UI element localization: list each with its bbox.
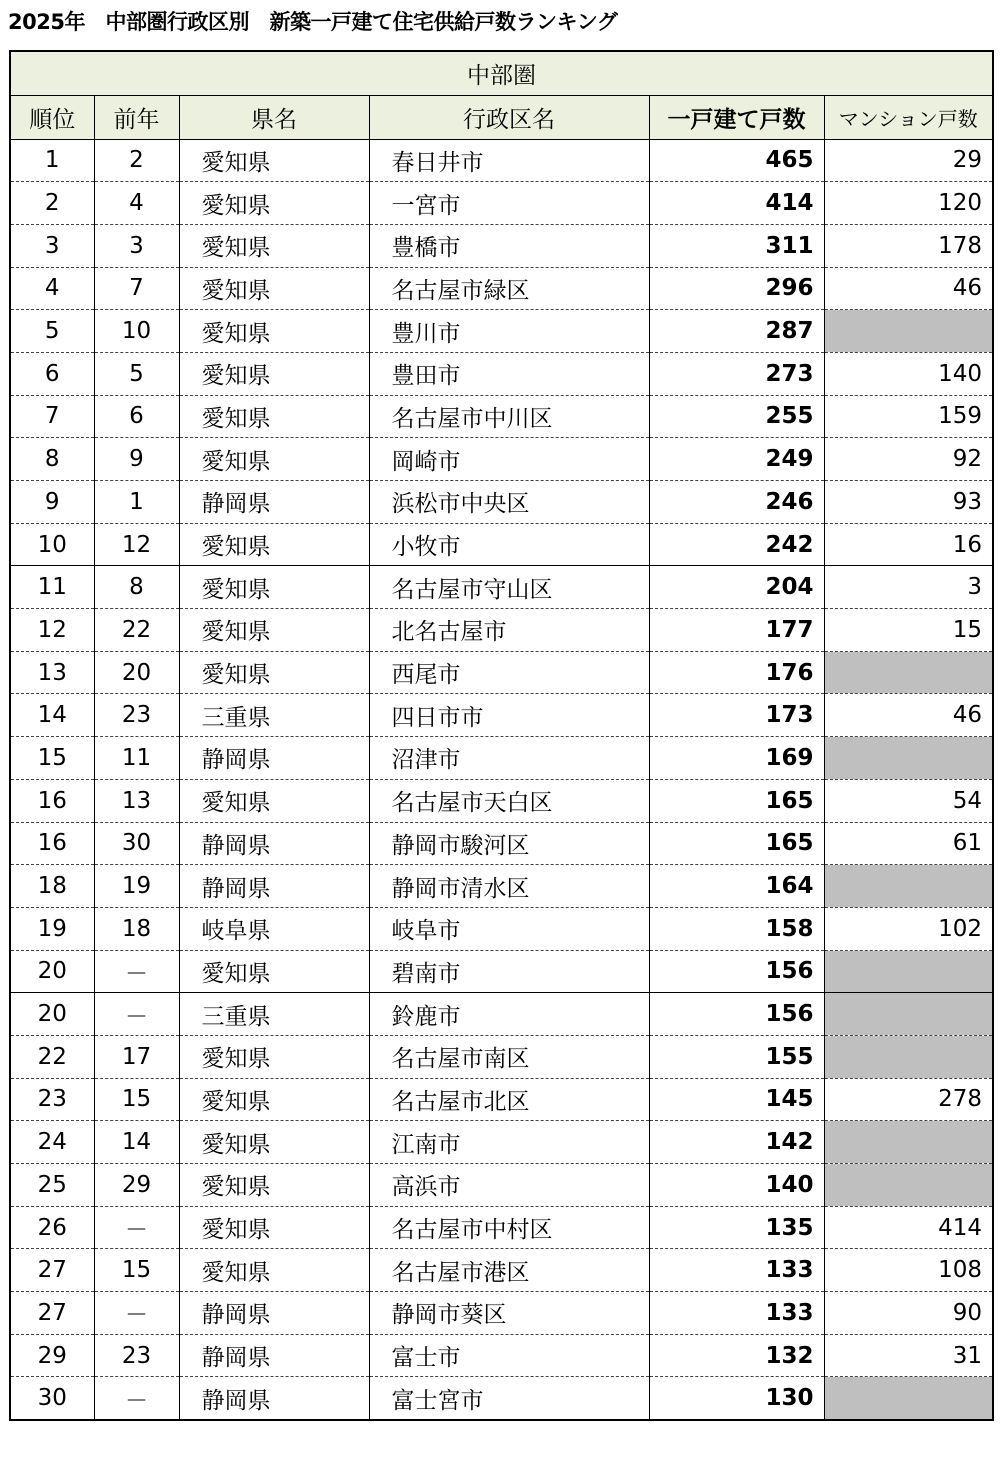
detached-count-cell: 156 <box>649 993 824 1036</box>
district-cell: 豊田市 <box>369 352 649 395</box>
district-cell: 名古屋市中村区 <box>369 1206 649 1249</box>
table-row <box>10 993 993 1036</box>
table-row <box>10 310 993 353</box>
prefecture-cell: 愛知県 <box>179 352 369 395</box>
prefecture-cell: 静岡県 <box>179 481 369 524</box>
prefecture-cell: 静岡県 <box>179 1377 369 1420</box>
prev-year-cell: 14 <box>94 1121 179 1164</box>
rank-cell: 25 <box>10 1164 94 1207</box>
district-cell: 名古屋市守山区 <box>369 566 649 609</box>
prefecture-cell: 愛知県 <box>179 1164 369 1207</box>
detached-count-cell: 204 <box>649 566 824 609</box>
condo-count-cell <box>824 993 993 1036</box>
table-row <box>10 224 993 267</box>
prefecture-cell: 愛知県 <box>179 1206 369 1249</box>
rank-cell: 12 <box>10 609 94 652</box>
table-row <box>10 395 993 438</box>
condo-count-cell <box>824 1377 993 1420</box>
rank-cell: 3 <box>10 224 94 267</box>
detached-count-cell: 255 <box>649 395 824 438</box>
district-cell: 浜松市中央区 <box>369 481 649 524</box>
rank-cell: 4 <box>10 267 94 310</box>
page-title: 2025年 中部圏行政区別 新築一戸建て住宅供給戸数ランキング <box>8 10 618 34</box>
prefecture-cell: 愛知県 <box>179 609 369 652</box>
detached-count-cell: 311 <box>649 224 824 267</box>
rank-cell: 27 <box>10 1249 94 1292</box>
rank-cell: 16 <box>10 822 94 865</box>
district-cell: 名古屋市天白区 <box>369 779 649 822</box>
detached-count-cell: 296 <box>649 267 824 310</box>
condo-count-cell: 278 <box>824 1078 993 1121</box>
rank-cell: 8 <box>10 438 94 481</box>
ranking-table <box>9 50 994 1421</box>
prefecture-cell: 愛知県 <box>179 1249 369 1292</box>
prefecture-cell: 愛知県 <box>179 310 369 353</box>
district-cell: 名古屋市南区 <box>369 1035 649 1078</box>
prefecture-cell: 愛知県 <box>179 779 369 822</box>
condo-count-cell: 46 <box>824 694 993 737</box>
prev-year-cell: 3 <box>94 224 179 267</box>
prefecture-cell: 岐阜県 <box>179 907 369 950</box>
detached-count-cell: 145 <box>649 1078 824 1121</box>
prefecture-cell: 愛知県 <box>179 182 369 225</box>
table-row <box>10 566 993 609</box>
table-row <box>10 139 993 182</box>
rank-cell: 20 <box>10 993 94 1036</box>
table-row <box>10 1377 993 1420</box>
condo-count-cell: 140 <box>824 352 993 395</box>
rank-cell: 18 <box>10 865 94 908</box>
prev-year-cell: 11 <box>94 737 179 780</box>
district-cell: 碧南市 <box>369 950 649 993</box>
condo-count-cell <box>824 310 993 353</box>
district-cell: 春日井市 <box>369 139 649 182</box>
detached-count-cell: 130 <box>649 1377 824 1420</box>
detached-count-cell: 133 <box>649 1249 824 1292</box>
header-detached-count: 一戸建て戸数 <box>649 95 824 139</box>
table-row <box>10 651 993 694</box>
table-row <box>10 523 993 566</box>
condo-count-cell: 178 <box>824 224 993 267</box>
prev-year-cell: 10 <box>94 310 179 353</box>
rank-cell: 6 <box>10 352 94 395</box>
prev-year-cell: 23 <box>94 694 179 737</box>
detached-count-cell: 155 <box>649 1035 824 1078</box>
condo-count-cell <box>824 950 993 993</box>
prev-year-cell: － <box>94 950 179 993</box>
district-cell: 名古屋市北区 <box>369 1078 649 1121</box>
prev-year-cell: 13 <box>94 779 179 822</box>
condo-count-cell: 61 <box>824 822 993 865</box>
condo-count-cell <box>824 1164 993 1207</box>
district-cell: 静岡市葵区 <box>369 1292 649 1335</box>
prev-year-cell: 15 <box>94 1249 179 1292</box>
prev-year-cell: 4 <box>94 182 179 225</box>
detached-count-cell: 142 <box>649 1121 824 1164</box>
prev-year-cell: 6 <box>94 395 179 438</box>
rank-cell: 14 <box>10 694 94 737</box>
detached-count-cell: 287 <box>649 310 824 353</box>
prev-year-cell: 23 <box>94 1334 179 1377</box>
table-row <box>10 609 993 652</box>
rank-cell: 1 <box>10 139 94 182</box>
condo-count-cell <box>824 651 993 694</box>
rank-cell: 23 <box>10 1078 94 1121</box>
detached-count-cell: 414 <box>649 182 824 225</box>
table-row <box>10 737 993 780</box>
condo-count-cell: 90 <box>824 1292 993 1335</box>
prefecture-cell: 静岡県 <box>179 865 369 908</box>
condo-count-cell: 15 <box>824 609 993 652</box>
detached-count-cell: 173 <box>649 694 824 737</box>
detached-count-cell: 273 <box>649 352 824 395</box>
district-cell: 名古屋市緑区 <box>369 267 649 310</box>
table-row <box>10 182 993 225</box>
table-row <box>10 1035 993 1078</box>
table-row <box>10 267 993 310</box>
district-cell: 富士市 <box>369 1334 649 1377</box>
table-row <box>10 1206 993 1249</box>
prev-year-cell: 12 <box>94 523 179 566</box>
condo-count-cell: 16 <box>824 523 993 566</box>
header-rank: 順位 <box>10 95 94 139</box>
rank-cell: 7 <box>10 395 94 438</box>
table-row <box>10 822 993 865</box>
header-condo-count: マンション戸数 <box>824 95 993 139</box>
prefecture-cell: 三重県 <box>179 694 369 737</box>
detached-count-cell: 158 <box>649 907 824 950</box>
district-cell: 富士宮市 <box>369 1377 649 1420</box>
detached-count-cell: 177 <box>649 609 824 652</box>
prev-year-cell: 19 <box>94 865 179 908</box>
rank-cell: 24 <box>10 1121 94 1164</box>
prefecture-cell: 愛知県 <box>179 139 369 182</box>
district-cell: 一宮市 <box>369 182 649 225</box>
rank-cell: 26 <box>10 1206 94 1249</box>
detached-count-cell: 132 <box>649 1334 824 1377</box>
district-cell: 北名古屋市 <box>369 609 649 652</box>
rank-cell: 5 <box>10 310 94 353</box>
detached-count-cell: 249 <box>649 438 824 481</box>
detached-count-cell: 246 <box>649 481 824 524</box>
rank-cell: 11 <box>10 566 94 609</box>
condo-count-cell: 108 <box>824 1249 993 1292</box>
prefecture-cell: 愛知県 <box>179 1078 369 1121</box>
prefecture-cell: 愛知県 <box>179 1035 369 1078</box>
rank-cell: 16 <box>10 779 94 822</box>
rank-cell: 13 <box>10 651 94 694</box>
condo-count-cell <box>824 737 993 780</box>
district-cell: 西尾市 <box>369 651 649 694</box>
prev-year-cell: 5 <box>94 352 179 395</box>
detached-count-cell: 135 <box>649 1206 824 1249</box>
table-row <box>10 1334 993 1377</box>
district-cell: 四日市市 <box>369 694 649 737</box>
prev-year-cell: 18 <box>94 907 179 950</box>
prev-year-cell: 22 <box>94 609 179 652</box>
table-row <box>10 907 993 950</box>
rank-cell: 9 <box>10 481 94 524</box>
table-row <box>10 1164 993 1207</box>
prefecture-cell: 愛知県 <box>179 395 369 438</box>
rank-cell: 10 <box>10 523 94 566</box>
condo-count-cell: 31 <box>824 1334 993 1377</box>
condo-count-cell: 414 <box>824 1206 993 1249</box>
district-cell: 沼津市 <box>369 737 649 780</box>
prefecture-cell: 愛知県 <box>179 267 369 310</box>
table-row <box>10 950 993 993</box>
detached-count-cell: 156 <box>649 950 824 993</box>
detached-count-cell: 164 <box>649 865 824 908</box>
prev-year-cell: 8 <box>94 566 179 609</box>
district-cell: 名古屋市港区 <box>369 1249 649 1292</box>
condo-count-cell: 3 <box>824 566 993 609</box>
district-cell: 鈴鹿市 <box>369 993 649 1036</box>
prefecture-cell: 愛知県 <box>179 224 369 267</box>
rank-cell: 22 <box>10 1035 94 1078</box>
prev-year-cell: 29 <box>94 1164 179 1207</box>
district-cell: 小牧市 <box>369 523 649 566</box>
rank-cell: 15 <box>10 737 94 780</box>
condo-count-cell <box>824 1121 993 1164</box>
detached-count-cell: 165 <box>649 779 824 822</box>
table-row <box>10 1121 993 1164</box>
prev-year-cell: 15 <box>94 1078 179 1121</box>
detached-count-cell: 465 <box>649 139 824 182</box>
table-row <box>10 1292 993 1335</box>
prev-year-cell: 17 <box>94 1035 179 1078</box>
condo-count-cell <box>824 865 993 908</box>
condo-count-cell: 120 <box>824 182 993 225</box>
district-cell: 静岡市清水区 <box>369 865 649 908</box>
detached-count-cell: 140 <box>649 1164 824 1207</box>
condo-count-cell <box>824 1035 993 1078</box>
prev-year-cell: 7 <box>94 267 179 310</box>
district-cell: 静岡市駿河区 <box>369 822 649 865</box>
condo-count-cell: 92 <box>824 438 993 481</box>
district-cell: 高浜市 <box>369 1164 649 1207</box>
detached-count-cell: 169 <box>649 737 824 780</box>
header-prev-year: 前年 <box>94 95 179 139</box>
district-cell: 豊川市 <box>369 310 649 353</box>
rank-cell: 2 <box>10 182 94 225</box>
rank-cell: 19 <box>10 907 94 950</box>
prev-year-cell: 30 <box>94 822 179 865</box>
prefecture-cell: 静岡県 <box>179 822 369 865</box>
prefecture-cell: 愛知県 <box>179 523 369 566</box>
table-row <box>10 352 993 395</box>
prefecture-cell: 愛知県 <box>179 438 369 481</box>
prefecture-cell: 愛知県 <box>179 566 369 609</box>
detached-count-cell: 133 <box>649 1292 824 1335</box>
detached-count-cell: 242 <box>649 523 824 566</box>
prev-year-cell: － <box>94 1377 179 1420</box>
district-cell: 岡崎市 <box>369 438 649 481</box>
table-row <box>10 1249 993 1292</box>
prefecture-cell: 愛知県 <box>179 1121 369 1164</box>
table-row <box>10 481 993 524</box>
prev-year-cell: － <box>94 1292 179 1335</box>
rank-cell: 30 <box>10 1377 94 1420</box>
prev-year-cell: 2 <box>94 139 179 182</box>
prefecture-cell: 愛知県 <box>179 950 369 993</box>
table-row <box>10 865 993 908</box>
prefecture-cell: 三重県 <box>179 993 369 1036</box>
detached-count-cell: 176 <box>649 651 824 694</box>
table-row <box>10 1078 993 1121</box>
condo-count-cell: 46 <box>824 267 993 310</box>
prefecture-cell: 愛知県 <box>179 651 369 694</box>
prev-year-cell: － <box>94 993 179 1036</box>
table-row <box>10 694 993 737</box>
prev-year-cell: 1 <box>94 481 179 524</box>
rank-cell: 20 <box>10 950 94 993</box>
district-cell: 岐阜市 <box>369 907 649 950</box>
header-district: 行政区名 <box>369 95 649 139</box>
condo-count-cell: 29 <box>824 139 993 182</box>
prefecture-cell: 静岡県 <box>179 1334 369 1377</box>
prev-year-cell: 9 <box>94 438 179 481</box>
district-cell: 江南市 <box>369 1121 649 1164</box>
condo-count-cell: 159 <box>824 395 993 438</box>
header-prefecture: 県名 <box>179 95 369 139</box>
prev-year-cell: － <box>94 1206 179 1249</box>
prev-year-cell: 20 <box>94 651 179 694</box>
condo-count-cell: 93 <box>824 481 993 524</box>
prefecture-cell: 静岡県 <box>179 1292 369 1335</box>
detached-count-cell: 165 <box>649 822 824 865</box>
condo-count-cell: 54 <box>824 779 993 822</box>
prefecture-cell: 静岡県 <box>179 737 369 780</box>
rank-cell: 29 <box>10 1334 94 1377</box>
district-cell: 名古屋市中川区 <box>369 395 649 438</box>
table-row <box>10 779 993 822</box>
region-header: 中部圏 <box>10 51 993 95</box>
condo-count-cell: 102 <box>824 907 993 950</box>
district-cell: 豊橋市 <box>369 224 649 267</box>
rank-cell: 27 <box>10 1292 94 1335</box>
table-row <box>10 438 993 481</box>
